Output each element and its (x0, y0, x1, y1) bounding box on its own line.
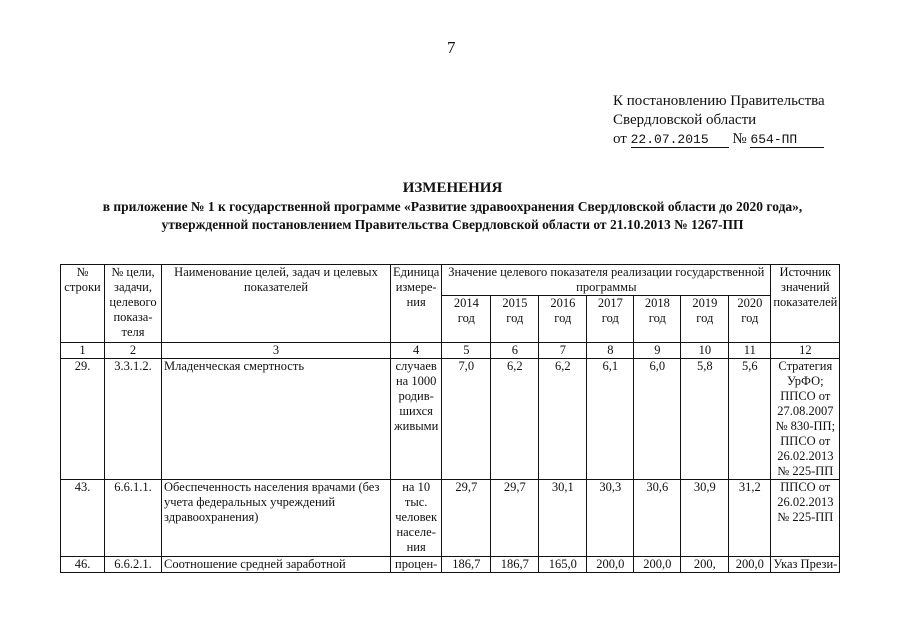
document-heading: ИЗМЕНЕНИЯ (402, 180, 503, 196)
column-number: 11 (729, 343, 771, 359)
table-row (61, 480, 840, 557)
value-cell: 186,7 (442, 557, 491, 573)
header-year: 2016 год (539, 296, 587, 343)
date-prefix: от (613, 131, 627, 147)
header-value-group: Значение целевого показателя реализации государственной программы (442, 265, 771, 296)
goal-number: 6.6.1.1. (105, 480, 162, 557)
value-cell: 30,1 (539, 480, 587, 557)
value-cell: 165,0 (539, 557, 587, 573)
value-cell: 7,0 (442, 359, 491, 480)
approval-line-2: Свердловской области (613, 112, 757, 128)
indicators-table (60, 264, 840, 573)
value-cell: 6,2 (491, 359, 539, 480)
unit-cell: процен- (391, 557, 442, 573)
column-number: 6 (491, 343, 539, 359)
header-row-num: № строки (61, 265, 105, 343)
source-cell: Стратегия УрФО; ППСО от 27.08.2007 № 830-ПП; ППСО от 26.02.2013 № 225-ПП (771, 359, 840, 480)
column-number: 4 (391, 343, 442, 359)
header-row-1 (61, 265, 840, 296)
table-row (61, 359, 840, 480)
column-number: 12 (771, 343, 840, 359)
value-cell: 200,0 (587, 557, 634, 573)
value-cell: 200,0 (729, 557, 771, 573)
column-number: 3 (162, 343, 391, 359)
row-number: 29. (61, 359, 105, 480)
column-number: 1 (61, 343, 105, 359)
header-year: 2019 год (681, 296, 729, 343)
value-cell: 186,7 (491, 557, 539, 573)
value-cell: 31,2 (729, 480, 771, 557)
header-year: 2020 год (729, 296, 771, 343)
source-cell: ППСО от 26.02.2013 № 225-ПП (771, 480, 840, 557)
indicator-name: Младенческая смертность (162, 359, 391, 480)
indicator-name: Соотношение средней заработной (162, 557, 391, 573)
row-number: 46. (61, 557, 105, 573)
approval-line-1: К постановлению Правительства (613, 93, 825, 109)
value-cell: 6,0 (634, 359, 681, 480)
column-number: 7 (539, 343, 587, 359)
header-source: Источник значений показателей (771, 265, 840, 343)
approval-number: 654-ПП (750, 132, 798, 147)
header-name: Наименование целей, задач и целевых показателей (162, 265, 391, 343)
goal-number: 3.3.1.2. (105, 359, 162, 480)
unit-cell: на 10 тыс. человек населе-ния (391, 480, 442, 557)
column-number-row (61, 343, 840, 359)
value-cell: 30,6 (634, 480, 681, 557)
row-number: 43. (61, 480, 105, 557)
document-subtitle-2: утвержденной постановлением Правительства Свердловской области от 21.10.2013 № 1267-ПП (161, 217, 744, 232)
value-cell: 30,3 (587, 480, 634, 557)
column-number: 10 (681, 343, 729, 359)
header-unit: Единица измере-ния (391, 265, 442, 343)
header-year: 2017 год (587, 296, 634, 343)
document-subtitle-1: в приложение № 1 к государственной программе «Развитие здравоохранения Свердловской области до 2020 года», (102, 199, 803, 214)
header-year: 2014 год (442, 296, 491, 343)
value-cell: 5,8 (681, 359, 729, 480)
value-cell: 6,1 (587, 359, 634, 480)
value-cell: 29,7 (491, 480, 539, 557)
table-row (61, 557, 840, 573)
header-year: 2018 год (634, 296, 681, 343)
header-year: 2015 год (491, 296, 539, 343)
page-number: 7 (447, 38, 456, 57)
column-number: 2 (105, 343, 162, 359)
column-number: 9 (634, 343, 681, 359)
header-goal-num: № цели, задачи, целевого показа-теля (105, 265, 162, 343)
indicator-name: Обеспеченность населения врачами (без учета федеральных учреждений здравоохранения) (162, 480, 391, 557)
unit-cell: случаев на 1000 родив-шихся живыми (391, 359, 442, 480)
value-cell: 29,7 (442, 480, 491, 557)
value-cell: 6,2 (539, 359, 587, 480)
approval-date-line (613, 130, 825, 149)
number-prefix: № (732, 131, 747, 147)
approval-date: 22.07.2015 (630, 132, 709, 147)
source-cell: Указ Прези- (771, 557, 840, 573)
value-cell: 30,9 (681, 480, 729, 557)
column-number: 8 (587, 343, 634, 359)
value-cell: 5,6 (729, 359, 771, 480)
value-cell: 200,0 (634, 557, 681, 573)
value-cell: 200, (681, 557, 729, 573)
approval-block (613, 92, 825, 149)
goal-number: 6.6.2.1. (105, 557, 162, 573)
column-number: 5 (442, 343, 491, 359)
